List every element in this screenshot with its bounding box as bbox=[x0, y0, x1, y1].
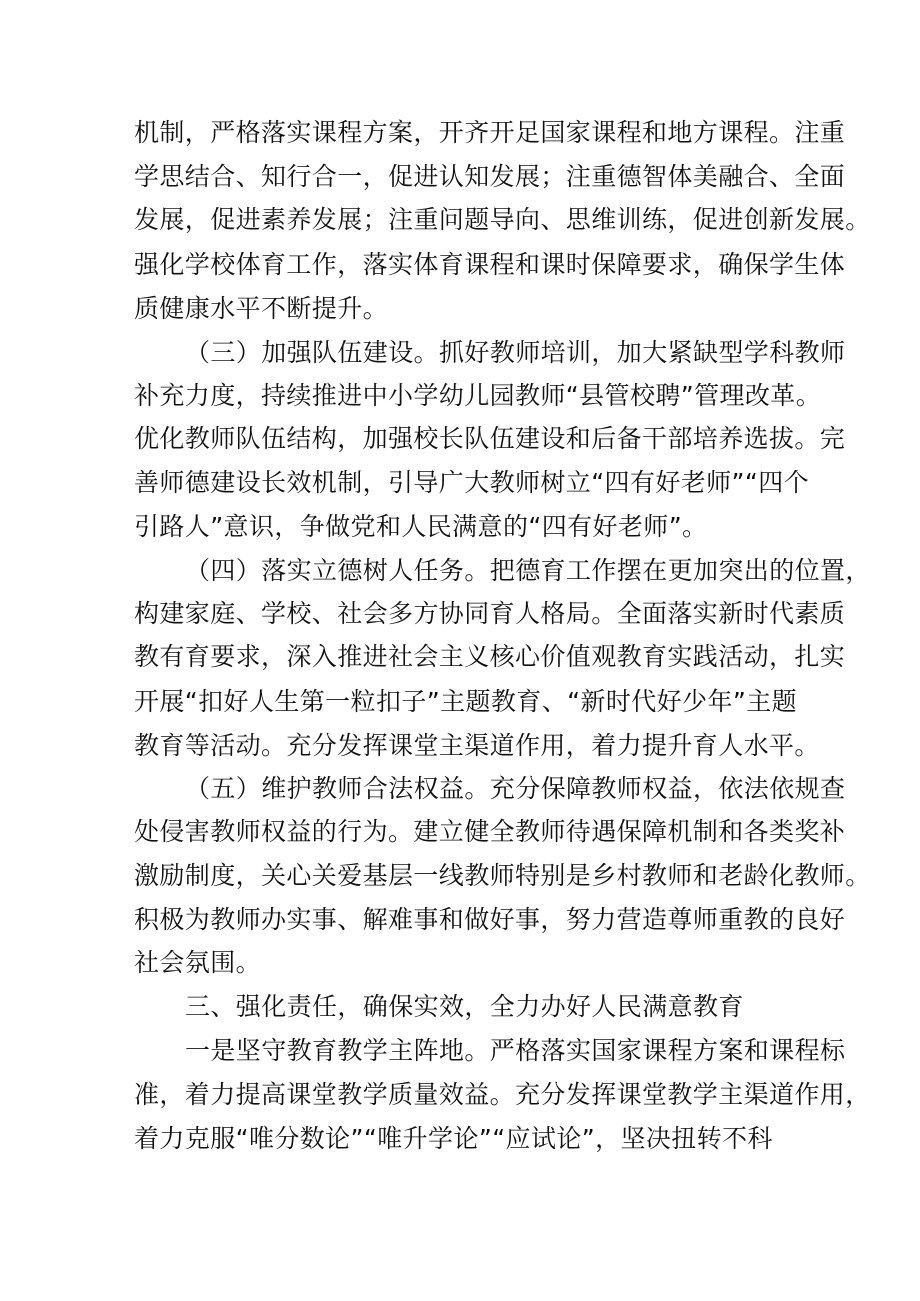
body-text-line: 教育等活动。充分发挥课堂主渠道作用，着力提升育人水平。 bbox=[134, 731, 820, 760]
body-text-line: 构建家庭、学校、社会多方协同育人格局。全面落实新时代素质 bbox=[134, 599, 846, 628]
body-text-line: 教有育要求，深入推进社会主义核心价值观教育实践活动，扎实 bbox=[134, 642, 846, 671]
body-text-line: 优化教师队伍结构，加强校长队伍建设和后备干部培养选拔。完 bbox=[134, 424, 846, 453]
body-text-line: 强化学校体育工作，落实体育课程和课时保障要求，确保学生体 bbox=[134, 250, 846, 279]
body-text-line: 善师德建设长效机制，引导广大教师树立“四有好老师”“四个 bbox=[134, 468, 810, 497]
body-text-line: 处侵害教师权益的行为。建立健全教师待遇保障机制和各类奖补 bbox=[134, 817, 846, 846]
section-three-heading-line: （三）加强队伍建设。抓好教师培训，加大紧缺型学科教师 bbox=[185, 338, 846, 367]
body-text-line: 质健康水平不断提升。 bbox=[134, 294, 389, 323]
body-text-line: 发展，促进素养发展；注重问题导向、思维训练，促进创新发展。 bbox=[134, 205, 871, 234]
body-text-line: 社会氛围。 bbox=[134, 948, 262, 977]
section-four-heading-line: （四）落实立德树人任务。把德育工作摆在更加突出的位置， bbox=[185, 556, 871, 585]
body-text-line: 机制，严格落实课程方案，开齐开足国家课程和地方课程。注重 bbox=[134, 118, 846, 147]
body-text-line: 激励制度，关心关爱基层一线教师特别是乡村教师和老龄化教师。 bbox=[134, 861, 871, 890]
body-text-line: 补充力度，持续推进中小学幼儿园教师“县管校聘”管理改革。 bbox=[134, 381, 822, 410]
body-text-line: 学思结合、知行合一，促进认知发展；注重德智体美融合、全面 bbox=[134, 162, 846, 191]
body-text-line: 引路人”意识，争做党和人民满意的“四有好老师”。 bbox=[134, 512, 708, 541]
body-text-line: 着力克服“唯分数论”“唯升学论”“应试论”，坚决扭转不科 bbox=[134, 1124, 773, 1153]
body-text-line: 开展“扣好人生第一粒扣子”主题教育、“新时代好少年”主题 bbox=[134, 687, 798, 716]
body-text-line: 积极为教师办实事、解难事和做好事，努力营造尊师重教的良好 bbox=[134, 905, 846, 934]
body-text-line: 准，着力提高课堂教学质量效益。充分发挥课堂教学主渠道作用， bbox=[134, 1080, 871, 1109]
item-one-heading-line: 一是坚守教育教学主阵地。严格落实国家课程方案和课程标 bbox=[185, 1036, 846, 1065]
section-five-heading-line: （五）维护教师合法权益。充分保障教师权益，依法依规查 bbox=[185, 774, 846, 803]
part-three-heading: 三、强化责任，确保实效，全力办好人民满意教育 bbox=[185, 992, 744, 1021]
